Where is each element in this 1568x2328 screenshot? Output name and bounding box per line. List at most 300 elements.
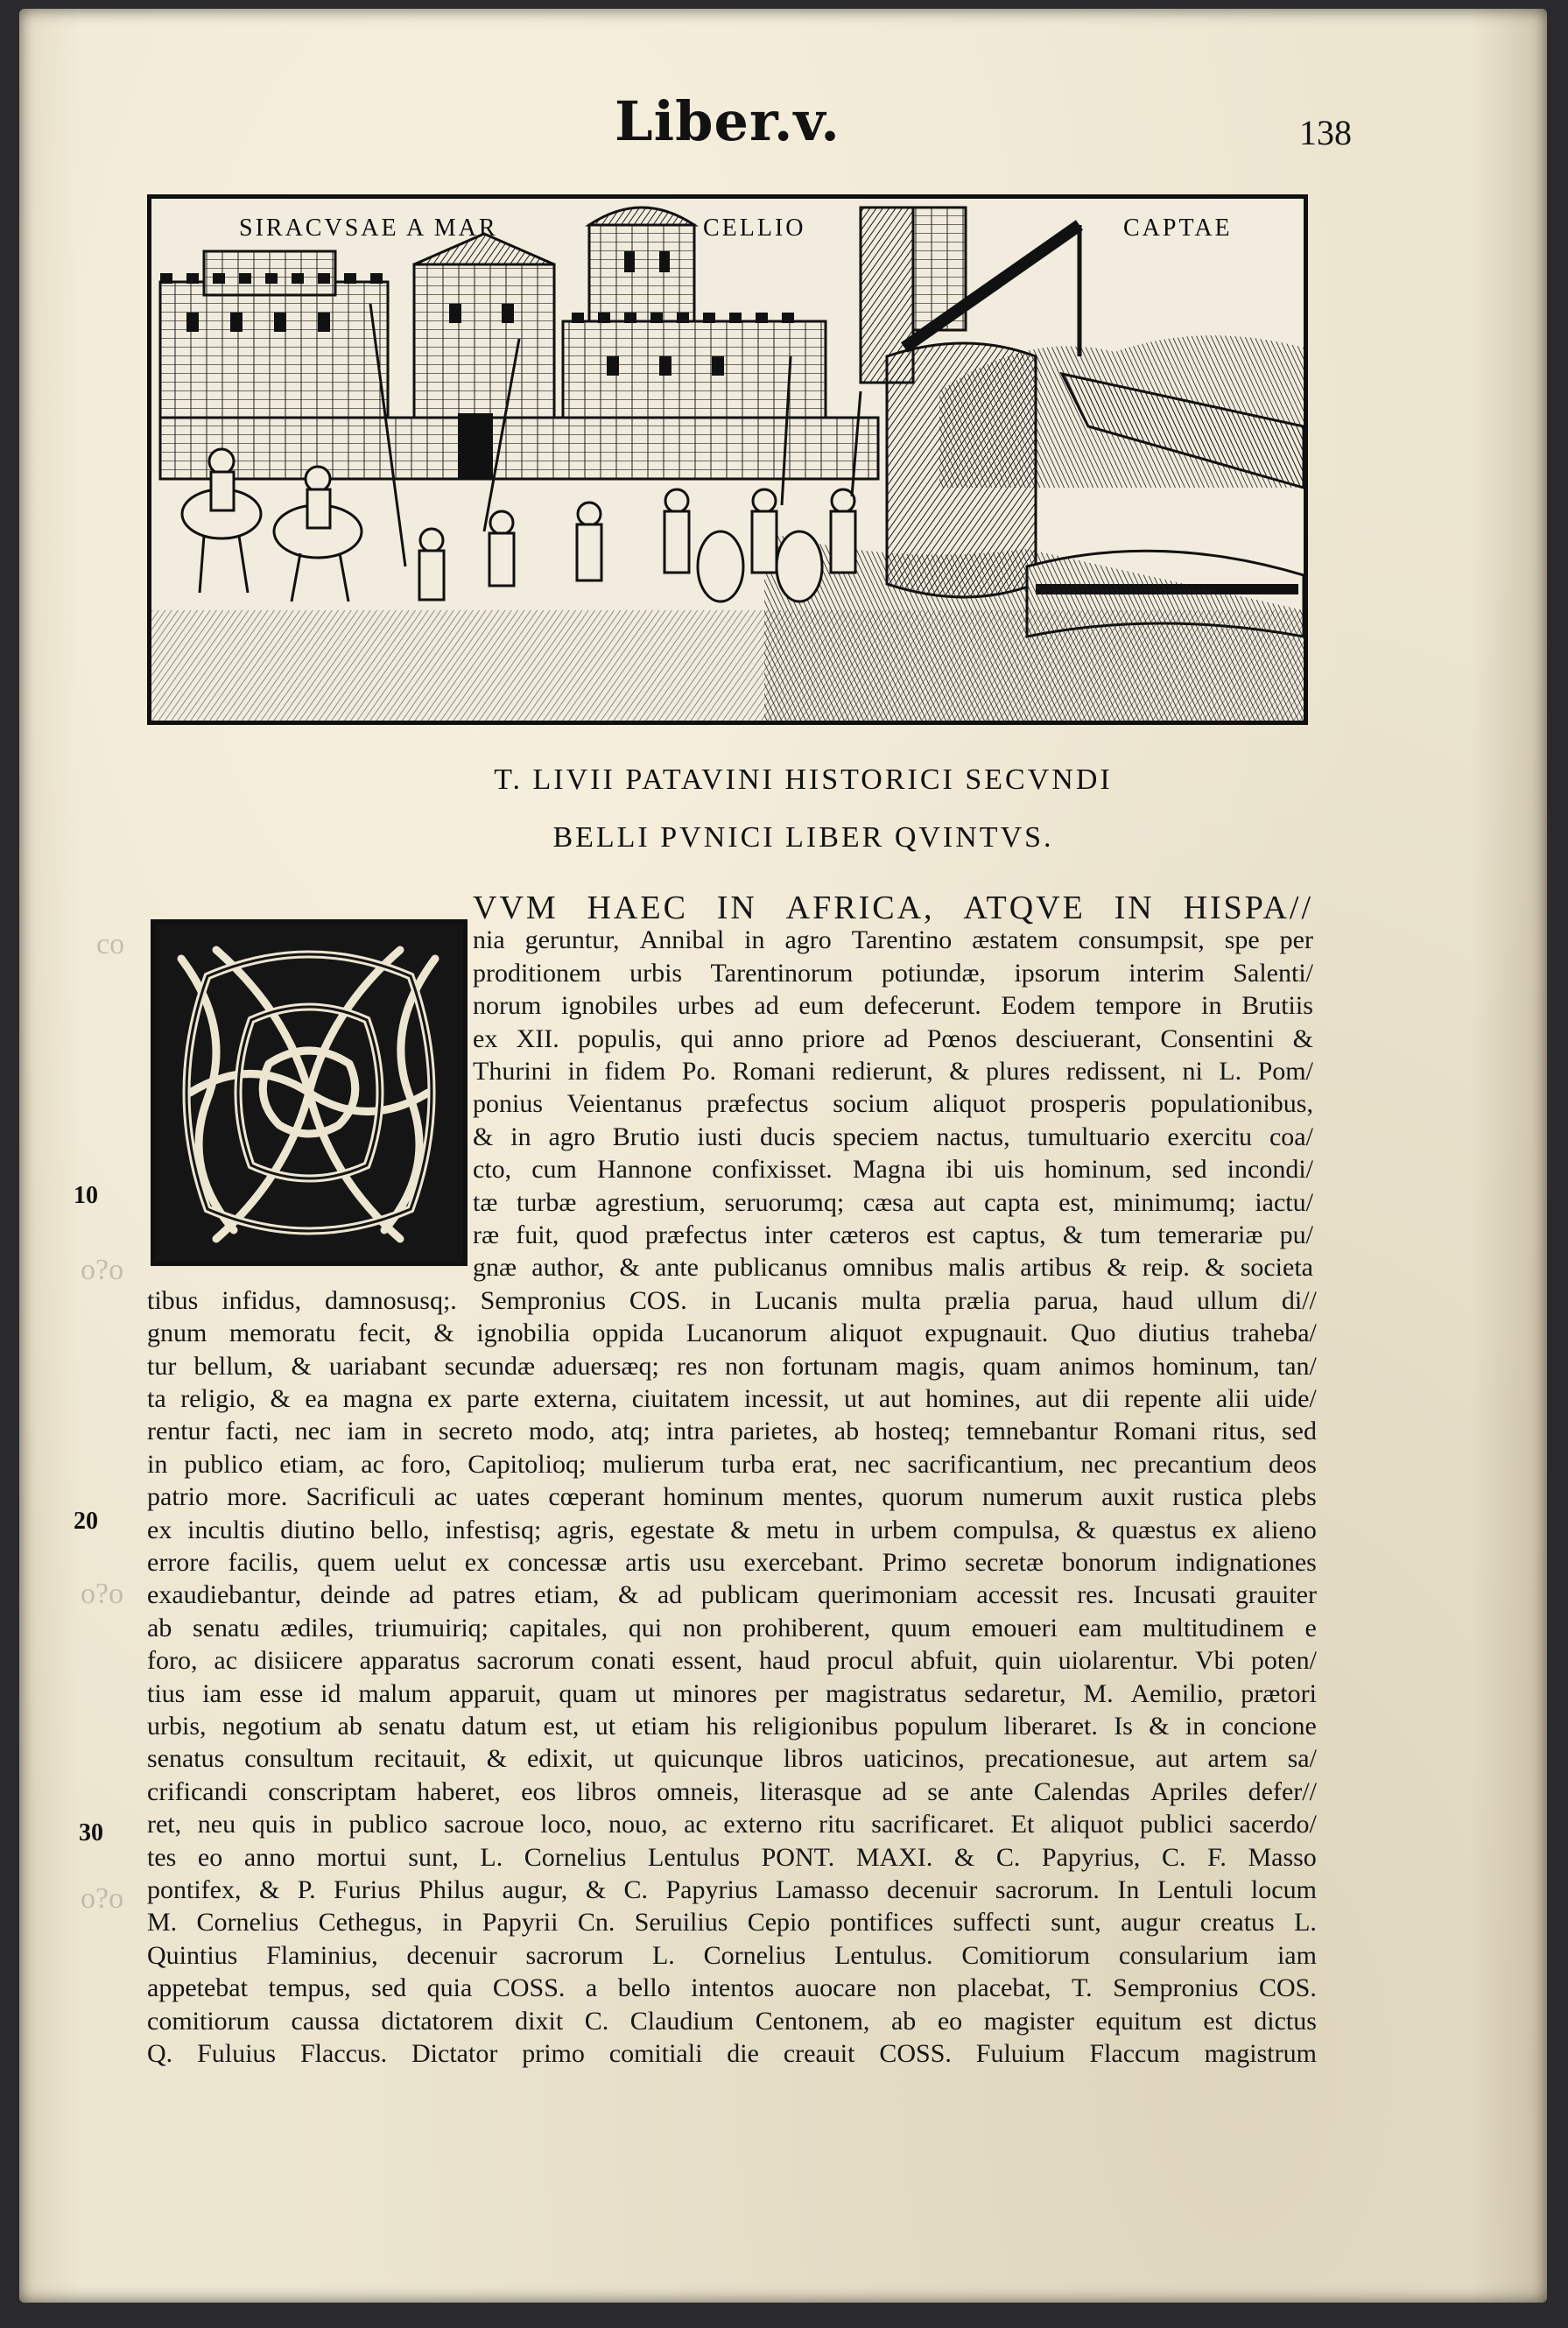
word: & [585, 1875, 607, 1904]
word: religio, [180, 1384, 256, 1413]
word: sed [1281, 1417, 1317, 1445]
word: Brutiis [1241, 991, 1313, 1020]
word: ex [427, 1384, 453, 1413]
text-line [147, 1580, 1317, 1610]
word: ædiles, [280, 1614, 355, 1642]
word: & [730, 1516, 751, 1544]
text-line [473, 1188, 1313, 1218]
text-line [473, 1220, 1313, 1250]
text-line [473, 1253, 1313, 1283]
word: ante [969, 1777, 1014, 1806]
word: & [953, 1843, 975, 1872]
word: Veientanus [566, 1089, 683, 1118]
word: aut [1155, 1744, 1188, 1773]
word: recitauit, [374, 1744, 467, 1773]
word: quem [317, 1548, 376, 1577]
word: ræ [473, 1220, 499, 1249]
word: Centonem, [755, 2007, 870, 2036]
word: ac [433, 1482, 458, 1511]
word: secreto [438, 1417, 513, 1445]
word: foro, [147, 1646, 198, 1675]
word: iactu/ [1255, 1188, 1313, 1217]
word: Furius [334, 1875, 401, 1904]
text-line [147, 1777, 1317, 1807]
word: nactus, [936, 1122, 1010, 1151]
word: di// [1281, 1286, 1317, 1315]
word: populis, [577, 1024, 662, 1053]
word: magistrum [1204, 2039, 1317, 2068]
word: diutius [1138, 1319, 1210, 1347]
word: ut [613, 1744, 634, 1773]
word: ex [464, 1548, 490, 1577]
word: ab [890, 2007, 917, 2036]
word: L. [651, 1941, 675, 1970]
word: eo [197, 1843, 223, 1872]
word: & [1062, 1220, 1084, 1249]
word: nec [294, 1417, 332, 1445]
word: Cornelius [703, 1941, 806, 1970]
word: Q. [147, 2039, 173, 2068]
word: Cepio [747, 1908, 811, 1937]
word: P. [297, 1875, 316, 1904]
text-line [473, 1089, 1313, 1119]
word: IN [716, 890, 757, 926]
word: libros [783, 1744, 844, 1773]
show-through-mark: o?o [81, 1254, 124, 1286]
word: populationibus, [1150, 1089, 1313, 1118]
word: in [710, 1286, 731, 1315]
word: infidus, [221, 1286, 302, 1315]
line-number-20: 20 [74, 1508, 98, 1535]
word: accessit [976, 1580, 1058, 1609]
running-head: Liber.v. [615, 89, 840, 153]
word: externo [723, 1810, 803, 1839]
word: urbis [629, 959, 683, 988]
word: ad [882, 1777, 907, 1806]
word: COSS. [879, 2039, 952, 2068]
word: ac [361, 1450, 384, 1479]
text-line [473, 890, 1313, 926]
word: comitiorum [147, 2007, 270, 2036]
word: COS. [1259, 1973, 1317, 2002]
word: pontifex, [147, 1875, 242, 1904]
word: eum [798, 991, 845, 1020]
word: in [834, 1516, 855, 1544]
book-title-line-2: BELLI PVNICI LIBER QVINTVS. [552, 821, 1054, 854]
word: se [927, 1777, 950, 1806]
word: Quo [1070, 1319, 1116, 1347]
word: more. [227, 1482, 288, 1511]
text-line [147, 1614, 1317, 1643]
word: præfectus [644, 1220, 748, 1249]
word: est [925, 1220, 956, 1249]
word: bellum, [193, 1352, 274, 1381]
word: geruntur, [524, 925, 620, 954]
text-line [147, 1973, 1317, 2003]
word: senatus [147, 1744, 225, 1773]
word: M. [1083, 1679, 1114, 1708]
word: querimoniam [817, 1580, 958, 1609]
word: Romani [1113, 1417, 1197, 1445]
text-line [473, 959, 1313, 988]
word: creatus [1199, 1908, 1275, 1937]
word: HISPA// [1183, 890, 1313, 926]
word: Papyrii [482, 1908, 559, 1937]
word: iam [1276, 1941, 1317, 1970]
word: fidem [604, 1057, 666, 1086]
word: ad [657, 1580, 683, 1609]
word: animos [1058, 1352, 1136, 1381]
text-line [473, 991, 1313, 1021]
word: tibus [147, 1286, 199, 1315]
word: neu [197, 1810, 236, 1839]
word: quæstus [1111, 1516, 1197, 1544]
word: nec [854, 1450, 891, 1479]
word: fecit, [358, 1319, 411, 1347]
word: Lentulus [648, 1843, 741, 1872]
word: IN [1114, 890, 1155, 926]
word: Cornelius [196, 1908, 299, 1937]
word: id [320, 1679, 341, 1708]
word: parietes, [729, 1417, 819, 1445]
word: ad [883, 1024, 909, 1053]
word: Flaccus. [299, 2039, 388, 2068]
word: sacrorum [525, 1941, 624, 1970]
word: priore [802, 1024, 865, 1053]
text-line [147, 1450, 1317, 1480]
word: capta [984, 1188, 1040, 1217]
word: XII. [516, 1024, 559, 1053]
word: edixit, [526, 1744, 594, 1773]
word: tius [147, 1679, 186, 1708]
word: diutino [280, 1516, 355, 1544]
word: AFRICA, [785, 890, 935, 926]
word: facilis, [228, 1548, 299, 1577]
word: Lentuli [1157, 1875, 1234, 1904]
word: per [774, 1679, 809, 1708]
word: exaudiebantur, [147, 1580, 302, 1609]
text-line [147, 2039, 1317, 2069]
word: incessit, [743, 1384, 830, 1413]
word: urbis, [147, 1712, 207, 1741]
word: & [433, 1319, 454, 1347]
word: atq; [610, 1417, 650, 1445]
word: qui [680, 1024, 714, 1053]
word: alii [1215, 1384, 1250, 1413]
text-line [147, 1482, 1317, 1512]
word: C. [995, 1843, 1021, 1872]
word: iam [347, 1417, 387, 1445]
text-line [147, 2007, 1317, 2036]
word: incondi/ [1227, 1155, 1313, 1184]
text-line [147, 1941, 1317, 1971]
word: capitales, [509, 1614, 608, 1642]
word: qui [628, 1614, 663, 1642]
word: in [1185, 1712, 1206, 1741]
word: augur, [502, 1875, 568, 1904]
word: artem [1207, 1744, 1268, 1773]
word: ignobiles [561, 991, 658, 1020]
woodcut-illustration [147, 194, 1308, 725]
word: est, [543, 1712, 580, 1741]
text-line [147, 1548, 1317, 1578]
word: hominum, [1044, 1155, 1152, 1184]
word: deinde [320, 1580, 390, 1609]
word: uariabant [328, 1352, 427, 1381]
word: interim [1129, 959, 1205, 988]
word: Magna [852, 1155, 926, 1184]
word: etiam, [279, 1450, 345, 1479]
word: procul [826, 1646, 894, 1675]
word: prohiberent, [742, 1614, 871, 1642]
word: multa [861, 1286, 922, 1315]
word: cæsa [862, 1188, 915, 1217]
text-line [473, 1024, 1313, 1054]
word: consultum [244, 1744, 355, 1773]
word: Quintius [147, 1941, 238, 1970]
word: non [725, 1352, 765, 1381]
word: uates [475, 1482, 531, 1511]
word: Salenti/ [1233, 959, 1313, 988]
word: coa/ [1269, 1122, 1313, 1151]
word: creauit [783, 2039, 855, 2068]
word: uaticinos, [862, 1744, 965, 1773]
word: Fuluium [975, 2039, 1065, 2068]
word: dictatorem [381, 2007, 494, 2036]
word: haud [759, 1646, 811, 1675]
word: reip. [1142, 1253, 1190, 1282]
word: parua, [1033, 1286, 1099, 1315]
text-line [147, 1875, 1317, 1905]
word: sedaretur, [964, 1679, 1066, 1708]
word: Sempronius [480, 1286, 607, 1315]
word: prætori [1241, 1679, 1317, 1708]
word: conscriptam [268, 1777, 397, 1806]
word: esse [259, 1679, 304, 1708]
word: malum [358, 1679, 432, 1708]
text-line [147, 1744, 1317, 1774]
word: uide/ [1263, 1384, 1317, 1413]
word: eo [937, 2007, 963, 2036]
word: deos [1268, 1450, 1317, 1479]
word: quam [559, 1679, 617, 1708]
word: emoueri [971, 1614, 1058, 1642]
word: Philus [418, 1875, 485, 1904]
word: senatu [192, 1614, 260, 1642]
word: modo, [528, 1417, 595, 1445]
word: ATQVE [963, 890, 1086, 926]
word: mentes, [782, 1482, 864, 1511]
word: C. [584, 2007, 609, 2036]
word: ipsorum [1014, 959, 1100, 988]
word: Comitiorum [961, 1941, 1091, 1970]
word: magis, [896, 1352, 966, 1381]
word: sunt, [1051, 1908, 1101, 1937]
word: publicam [700, 1580, 799, 1609]
word: consularium [1118, 1941, 1249, 1970]
word: est, [1058, 1188, 1094, 1217]
word: Lucanorum [686, 1319, 807, 1347]
word: intentos [691, 1973, 775, 2002]
word: Lamasso [775, 1875, 869, 1904]
word: cæteros [829, 1220, 910, 1249]
word: aliquot [829, 1319, 903, 1347]
word: & [1107, 1253, 1128, 1282]
word: sunt, [408, 1843, 459, 1872]
word: placebat, [957, 1973, 1051, 2002]
word: damnosusq;. [324, 1286, 457, 1315]
word: in [442, 1908, 463, 1937]
word: L. [480, 1843, 503, 1872]
word: bello [617, 1973, 671, 2002]
word: uelut [393, 1548, 446, 1577]
word: Seruilius [634, 1908, 728, 1937]
word: & [486, 1744, 508, 1773]
word: PONT. [761, 1843, 835, 1872]
word: aut [878, 1384, 911, 1413]
word: exercitu [1167, 1122, 1253, 1151]
word: triumuiriq; [375, 1614, 489, 1642]
word: speciem [833, 1122, 919, 1151]
text-line [473, 1122, 1313, 1152]
word: aut [1035, 1384, 1068, 1413]
word: Consentini [1160, 1024, 1275, 1053]
word: his [706, 1712, 737, 1741]
word: eam [1078, 1614, 1122, 1642]
word: & [617, 1580, 639, 1609]
word: mortui [316, 1843, 387, 1872]
word: usu [688, 1548, 726, 1577]
word: pu/ [1279, 1220, 1313, 1249]
word: HAEC [587, 890, 688, 926]
word: COSS. [492, 1973, 566, 2002]
word: Papyrius, [1041, 1843, 1141, 1872]
word: equitum [1095, 2007, 1182, 2036]
word: plures [986, 1057, 1051, 1086]
book-title-line-1: T. LIVII PATAVINI HISTORICI SECVNDI [494, 763, 1113, 796]
word: Romani [732, 1057, 816, 1086]
word: ad [754, 991, 779, 1020]
word: tempore [1095, 991, 1182, 1020]
word: Capitolioq; [468, 1450, 587, 1479]
word: senatu [378, 1712, 446, 1741]
word: eos [521, 1777, 557, 1806]
word: indignationes [1175, 1548, 1317, 1577]
word: aliquot [1050, 1810, 1124, 1839]
word: homines, [925, 1384, 1022, 1413]
word: rustica [1172, 1482, 1243, 1511]
word: cto, [473, 1155, 512, 1184]
word: publico [184, 1450, 264, 1479]
word: ab [337, 1712, 362, 1741]
word: precantium [1134, 1450, 1252, 1479]
word: quicunque [653, 1744, 763, 1773]
word: ex [147, 1516, 172, 1544]
word: numerum [981, 1482, 1083, 1511]
word: omnibus [842, 1253, 933, 1282]
word: artis [625, 1548, 671, 1577]
word: sa/ [1287, 1744, 1317, 1773]
word: traheba/ [1232, 1319, 1317, 1347]
word: In [1117, 1875, 1140, 1904]
word: sacrificaret. [871, 1810, 995, 1839]
word: Lentulus. [834, 1941, 933, 1970]
word: ritus, [1213, 1417, 1266, 1445]
word: artibus [1020, 1253, 1092, 1282]
word: negotium [221, 1712, 322, 1741]
word: auocare [794, 1973, 877, 2002]
word: T. [1072, 1973, 1093, 2002]
word: in [312, 1810, 333, 1839]
word: in [402, 1417, 423, 1445]
word: minores [672, 1679, 757, 1708]
word: quod [575, 1220, 629, 1249]
word: desciuerant, [1016, 1024, 1143, 1053]
word: oppida [592, 1319, 664, 1347]
word: Cornelius [524, 1843, 627, 1872]
word: tæ [473, 1188, 498, 1217]
word: tempus, [268, 1973, 351, 2002]
word: augur [1121, 1908, 1181, 1937]
word: bonorum [1061, 1548, 1157, 1577]
word: memoratu [229, 1319, 336, 1347]
text-line [147, 1352, 1317, 1382]
word: religionibus [752, 1712, 879, 1741]
word: ignobilia [476, 1319, 570, 1347]
word: Primo [882, 1548, 947, 1577]
word: caussa [291, 2007, 360, 2036]
word: concione [1221, 1712, 1317, 1741]
word: a [585, 1973, 598, 2002]
word: mulierum [602, 1450, 705, 1479]
word: Thurini [473, 1057, 552, 1086]
word: disiicere [254, 1646, 343, 1675]
text-line [147, 1712, 1317, 1741]
word: socium [833, 1089, 909, 1118]
woodcut-caption-mid: CELLIO [703, 215, 806, 242]
word: metu [766, 1516, 819, 1544]
word: quorum [882, 1482, 964, 1511]
word: iam [202, 1679, 243, 1708]
word: Papyrius [665, 1875, 758, 1904]
word: errore [147, 1548, 210, 1577]
text-line [473, 1155, 1313, 1185]
word: dii [1081, 1384, 1110, 1413]
word: Hannone [596, 1155, 693, 1184]
word: dixit [515, 2007, 564, 2036]
word: Flaminius, [266, 1941, 378, 1970]
word: etiam, [534, 1580, 600, 1609]
word: Claudium [629, 2007, 735, 2036]
word: Pom/ [1257, 1057, 1313, 1086]
word: quum [890, 1614, 952, 1642]
text-line [147, 1286, 1317, 1316]
word: urbem [870, 1516, 938, 1544]
word: externa, [533, 1384, 618, 1413]
word: Po. [681, 1057, 716, 1086]
book-page [19, 9, 1547, 2303]
word: rentur [147, 1417, 210, 1445]
word: publico [348, 1810, 428, 1839]
word: urbes [677, 991, 735, 1020]
folio-number: 138 [1299, 113, 1352, 152]
word: norum [473, 991, 542, 1020]
word: tumultuario [1027, 1122, 1150, 1151]
text-line [147, 1516, 1317, 1545]
show-through-mark: co [96, 928, 125, 960]
word: Fuluius [197, 2039, 277, 2068]
word: ponius [473, 1089, 544, 1118]
